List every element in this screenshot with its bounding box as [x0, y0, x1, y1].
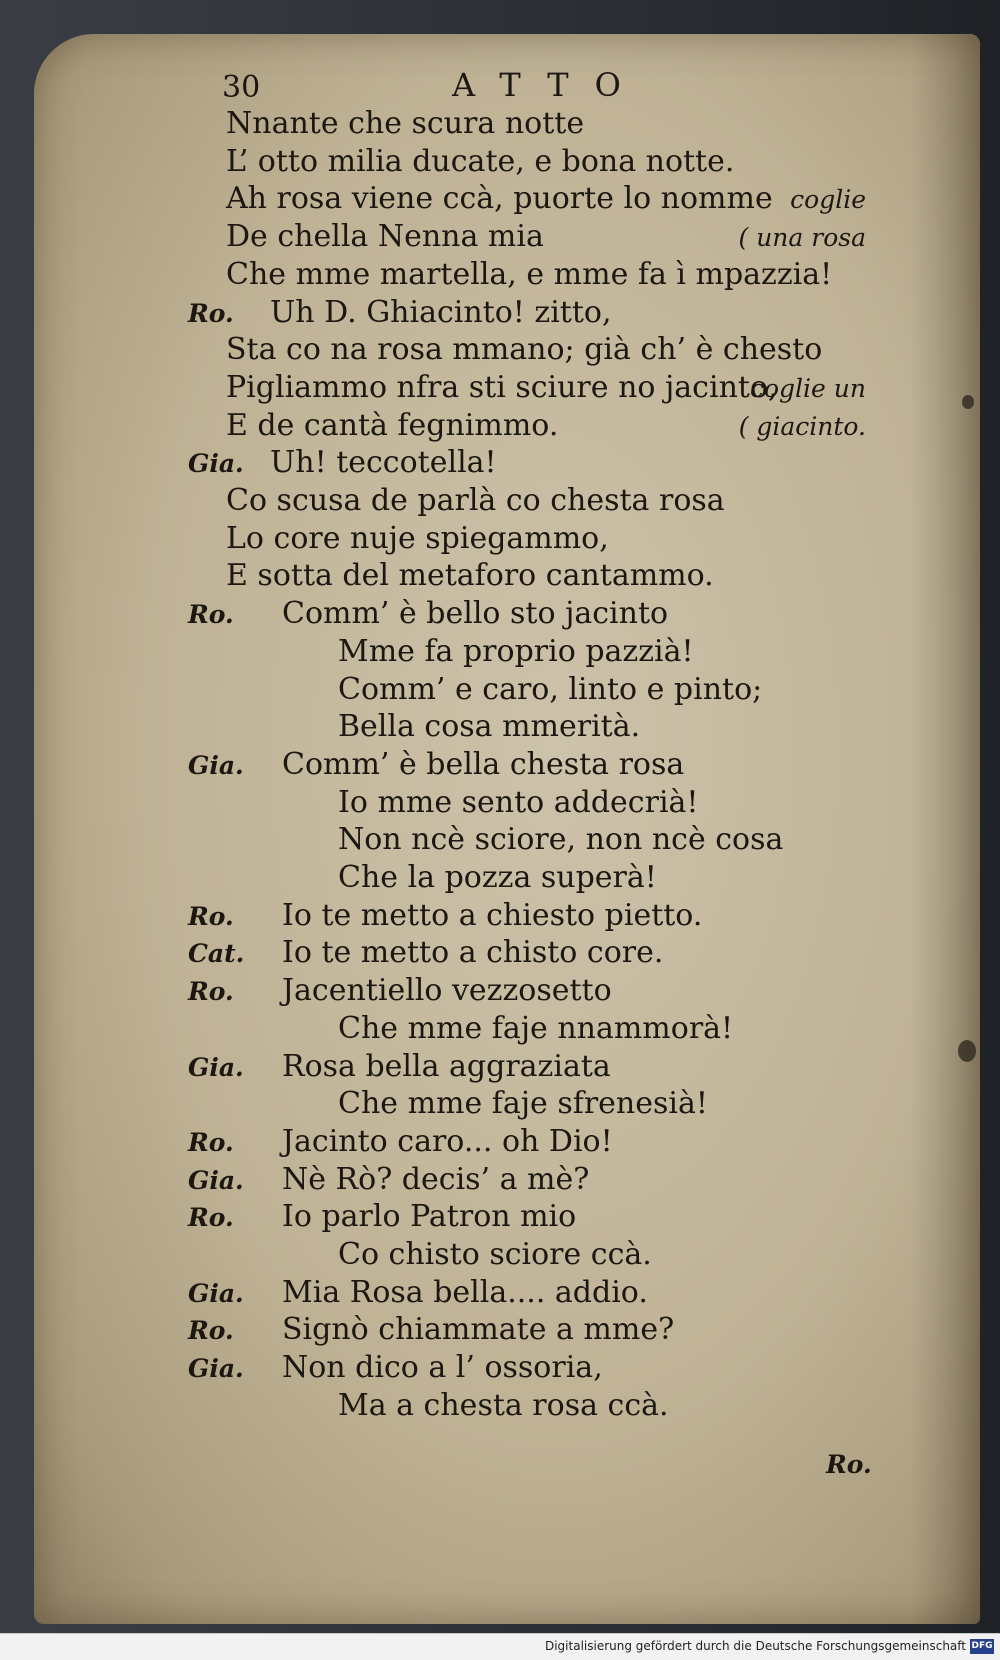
verse-line: [0, 370, 946, 408]
verse-text-line: Mme fa proprio pazzià!: [338, 633, 694, 669]
verse-text-line: Bella cosa mmerità.: [338, 709, 641, 745]
verse-text-line: Uh D. Ghiacinto! zitto,: [270, 294, 612, 330]
stage-direction: ( una rosa: [738, 223, 866, 253]
verse-text-line: Comm’ e caro, linto e pinto;: [338, 671, 763, 707]
verse-line: [0, 1086, 946, 1124]
verse-text-line: Jacinto caro... oh Dio!: [282, 1123, 613, 1159]
speaker-label: Ro.: [188, 1316, 234, 1346]
stage-direction: ( giacinto.: [738, 411, 866, 441]
verse-line: [0, 257, 946, 295]
verse-text-line: Mia Rosa bella.... addio.: [282, 1274, 648, 1310]
verse-text-line: Comm’ è bella chesta rosa: [282, 746, 685, 782]
speaker-label: Ro.: [188, 901, 234, 931]
verse-line: [0, 898, 946, 936]
verse-text-line: Rosa bella aggraziata: [282, 1048, 611, 1084]
speaker-label: Gia.: [188, 1354, 244, 1384]
verse-text-line: Che la pozza superà!: [338, 860, 657, 895]
running-title: ATTO: [452, 66, 647, 104]
verse-text-line: Ma a chesta rosa ccà.: [338, 1387, 669, 1423]
speaker-label: Gia.: [188, 1052, 244, 1082]
verse-text-line: E de cantà fegnimmo.: [226, 407, 559, 443]
verse-text-line: Non ncè sciore, non ncè cosa: [338, 822, 784, 858]
verse-text-line: Io te metto a chisto core.: [282, 935, 664, 971]
verse-line: [0, 1011, 946, 1049]
verse-line: [0, 1049, 946, 1087]
verse-line: [0, 445, 946, 483]
verse-text-line: Che mme faje sfrenesià!: [338, 1086, 708, 1122]
catchword: Ro.: [826, 1450, 872, 1479]
verse-line: [0, 785, 946, 823]
verse-text-line: Uh! teccotella!: [270, 445, 497, 481]
verse-line: [0, 219, 946, 257]
speaker-label: Ro.: [188, 977, 234, 1007]
page-number: 30: [222, 70, 261, 105]
verse-text-line: Io mme sento addecrià!: [338, 784, 699, 820]
verse-text-line: L’ otto milia ducate, e bona notte.: [226, 143, 735, 179]
speaker-label: Gia.: [188, 449, 244, 479]
verse-text-line: Nè Rò? decis’ a mè?: [282, 1161, 590, 1197]
verse-text-line: Signò chiammate a mme?: [282, 1312, 675, 1348]
verse-line: [0, 332, 946, 370]
verse-line: [0, 1388, 946, 1426]
verse-line: [0, 634, 946, 672]
speaker-label: Ro.: [188, 1203, 234, 1233]
dfg-logo: DFG: [970, 1639, 994, 1654]
speaker-label: Gia.: [188, 1278, 244, 1308]
verse-line: [0, 295, 946, 333]
verse-line: [0, 1350, 946, 1388]
verse-line: [0, 483, 946, 521]
verse-line: [0, 1275, 946, 1313]
verse-line: [0, 1162, 946, 1200]
verse-line: [0, 408, 946, 446]
verse-text-line: Non dico a l’ ossoria,: [282, 1350, 603, 1386]
verse-line: [0, 558, 946, 596]
speaker-label: Gia.: [188, 750, 244, 780]
verse-text-line: Jacentiello vezzosetto: [282, 973, 612, 1009]
stage-direction: coglie: [790, 185, 866, 215]
verse-text-line: E sotta del metaforo cantammo.: [226, 558, 714, 594]
verse-text-line: Nnante che scura notte: [226, 106, 585, 141]
verse-text-line: Pigliammo nfra sti sciure no jacinto,: [226, 369, 778, 405]
verse-line: [0, 672, 946, 710]
verse-text-line: Co scusa de parlà co chesta rosa: [226, 483, 725, 518]
verse-line: [0, 973, 946, 1011]
verse-line: [0, 747, 946, 785]
stage-direction: coglie un: [750, 373, 866, 403]
verse-line: [0, 1237, 946, 1275]
verse-text-line: Sta co na rosa mmano; già ch’ è chesto: [226, 332, 823, 368]
ink-blot-mark: [962, 395, 974, 409]
verse-line: [0, 1124, 946, 1162]
verse-text-line: Io parlo Patron mio: [282, 1199, 577, 1235]
verse-text-line: Che mme martella, e mme fa ì mpazzia!: [226, 256, 833, 292]
verse-text-line: Co chisto sciore ccà.: [338, 1237, 652, 1272]
verse-line: [0, 1312, 946, 1350]
verse-line: [0, 1199, 946, 1237]
speaker-label: Ro.: [188, 1127, 234, 1157]
footer-credit: Digitalisierung gefördert durch die Deutsche Forschungsgemeinschaft: [544, 1639, 966, 1653]
verse-line: [0, 144, 946, 182]
page-header: [222, 62, 922, 112]
verse-line: [0, 822, 946, 860]
verse-line: [0, 860, 946, 898]
speaker-label: Ro.: [188, 600, 234, 630]
speaker-label: Ro.: [188, 298, 234, 328]
verse-line: [0, 181, 946, 219]
digitization-footer: [0, 1633, 1000, 1660]
verse-line: [0, 709, 946, 747]
verse-text-line: Lo core nuje spiegammo,: [226, 520, 609, 556]
catchword-line: [0, 1450, 1000, 1488]
verse-text-line: Che mme faje nnammorà!: [338, 1010, 734, 1046]
speaker-label: Gia.: [188, 1165, 244, 1195]
speaker-label: Cat.: [188, 939, 245, 969]
verse-text-line: Comm’ è bello sto jacinto: [282, 596, 669, 632]
verse-line: [0, 935, 946, 973]
verse-line: [0, 106, 946, 144]
verse-line: [0, 596, 946, 634]
verse-text-line: Io te metto a chiesto pietto.: [282, 897, 703, 933]
ink-blot-mark: [958, 1040, 976, 1062]
verse-text-line: De chella Nenna mia: [226, 219, 544, 255]
verse-line: [0, 521, 946, 559]
verse-text-line: Ah rosa viene ccà, puorte lo nomme: [226, 181, 773, 217]
